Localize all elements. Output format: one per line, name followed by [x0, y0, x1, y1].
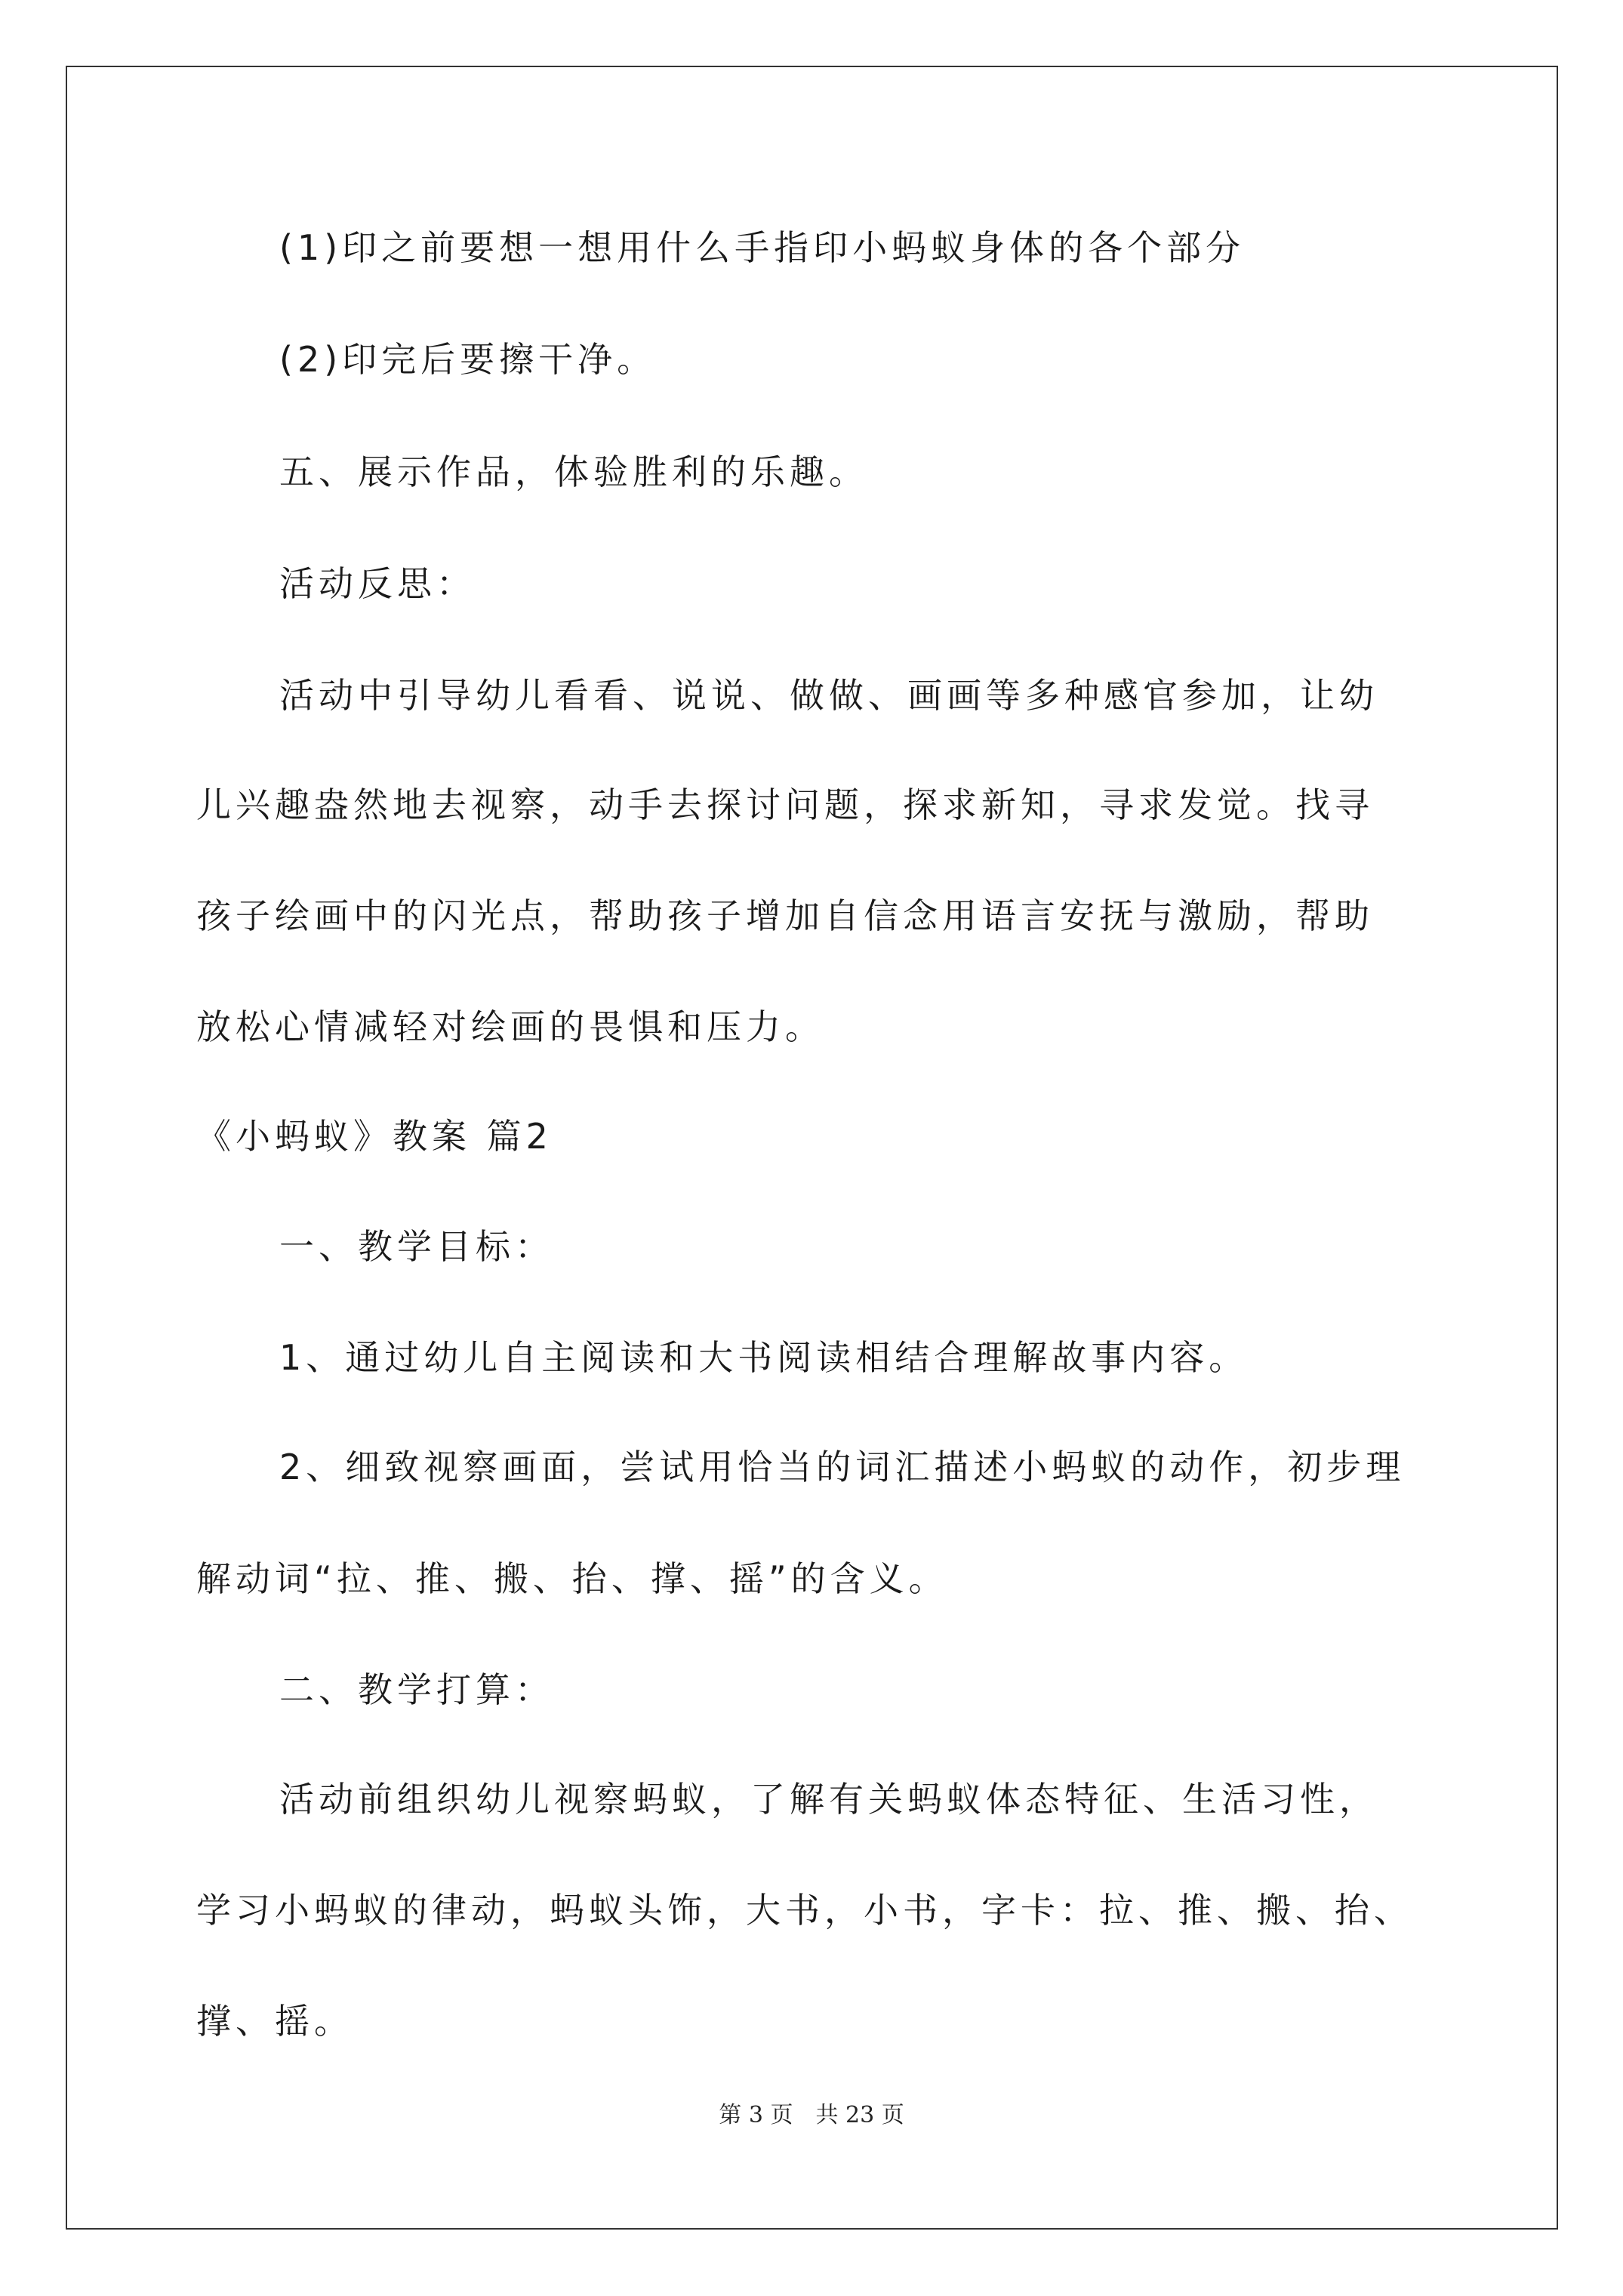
- current-page-number: 第 3 页: [719, 2102, 793, 2128]
- paragraph-line: 解动词“拉、推、搬、抬、撑、摇”的含义。: [196, 1558, 948, 1599]
- section-heading: 五、展示作品，体验胜利的乐趣。: [279, 451, 868, 492]
- document-title: 《小蚂蚁》教案 篇2: [196, 1116, 553, 1157]
- text-line: (2)印完后要擦干净。: [279, 339, 657, 380]
- paragraph-line: 撑、摇。: [196, 2001, 353, 2042]
- text-line: (1)印之前要想一想用什么手指印小蚂蚁身体的各个部分: [279, 227, 1246, 268]
- section-heading: 活动反思：: [279, 563, 476, 604]
- total-page-count: 共 23 页: [815, 2102, 904, 2128]
- section-heading: 二、教学打算：: [279, 1669, 554, 1710]
- paragraph-line: 孩子绘画中的闪光点，帮助孩子增加自信念用语言安抚与激励，帮助: [196, 895, 1374, 936]
- paragraph-line: 活动中引导幼儿看看、说说、做做、画画等多种感官参加，让幼: [279, 675, 1378, 716]
- list-item: 1、通过幼儿自主阅读和大书阅读相结合理解故事内容。: [279, 1337, 1249, 1378]
- paragraph-line: 儿兴趣盎然地去视察，动手去探讨问题，探求新知，寻求发觉。找寻: [196, 784, 1374, 825]
- paragraph-line: 活动前组织幼儿视察蚂蚁，了解有关蚂蚁体态特征、生活习性，: [279, 1779, 1378, 1820]
- section-heading: 一、教学目标：: [279, 1226, 554, 1267]
- paragraph-line: 放松心情减轻对绘画的畏惧和压力。: [196, 1006, 824, 1047]
- paragraph-line: 学习小蚂蚁的律动，蚂蚁头饰，大书，小书，字卡：拉、推、搬、抬、: [196, 1890, 1413, 1931]
- page-footer: [0, 2100, 1623, 2131]
- list-item: 2、细致视察画面，尝试用恰当的词汇描述小蚂蚁的动作，初步理: [279, 1447, 1406, 1487]
